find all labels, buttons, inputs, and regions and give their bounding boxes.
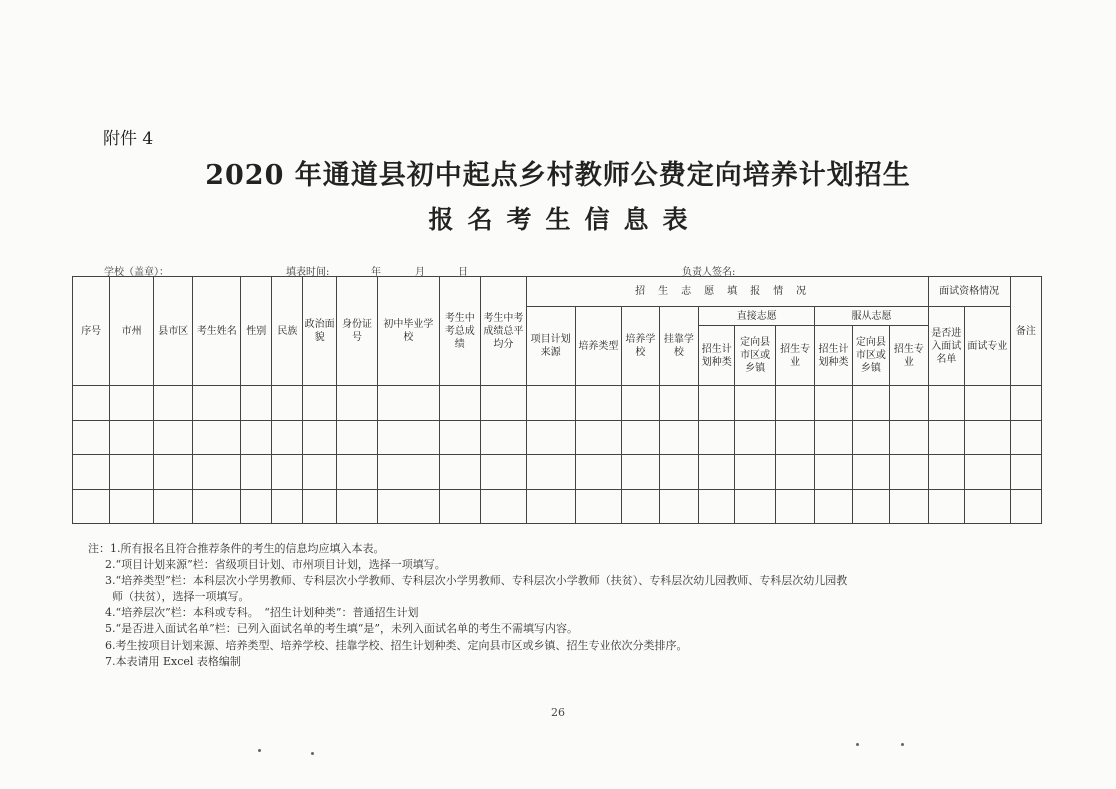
note-line-3: 3.“培养类型”栏：本科层次小学男教师、专科层次小学教师、专科层次小学男教师、专科层次小学教师（扶贫）、专科层次幼儿园教师、专科层次幼儿园教 (105, 574, 848, 588)
note-line-1: 注：1.所有报名且符合推荐条件的考生的信息均应填入本表。 (88, 542, 385, 555)
header-obey-target: 定向县市区或乡镇 (852, 326, 889, 386)
scan-speck (901, 743, 904, 746)
header-affiliated-school: 挂靠学校 (659, 307, 698, 386)
month-label: 月 (415, 267, 425, 278)
school-stamp-label: 学校（盖章）： (104, 267, 169, 278)
header-direct-major: 招生专业 (775, 326, 814, 386)
header-direct-plan-type: 招生计划种类 (699, 326, 735, 386)
scan-speck (258, 749, 261, 752)
notes-section (88, 541, 847, 670)
header-id-number: 身份证号 (336, 277, 378, 386)
registration-table (72, 276, 1042, 524)
header-obey-plan-type: 招生计划种类 (815, 326, 852, 386)
header-obey-major: 招生专业 (890, 326, 929, 386)
header-interview-major: 面试专业 (964, 307, 1010, 386)
header-ethnicity: 民族 (272, 277, 303, 386)
table-row (73, 454, 1042, 489)
responsible-signature-label: 负责人签名: (682, 267, 736, 278)
header-volunteer-group: 招生志愿填报情况 (526, 277, 928, 307)
header-interview-group: 面试资格情况 (928, 277, 1010, 307)
document-subtitle: 报名考生信息表 (428, 205, 702, 234)
page-number: 26 (551, 706, 565, 719)
attachment-label: 附件 4 (103, 129, 154, 149)
header-gender: 性别 (241, 277, 272, 386)
day-label: 日 (458, 267, 468, 278)
table-row (73, 386, 1042, 420)
note-line-4: 4.“培养层次”栏：本科或专科。 “招生计划种类”：普通招生计划 (105, 606, 419, 620)
note-line-5: 5.“是否进入面试名单”栏：已列入面试名单的考生填“是”，未列入面试名单的考生不需填写内容。 (105, 622, 578, 636)
scan-speck (311, 752, 314, 755)
header-training-school: 培养学校 (622, 307, 659, 386)
note-line-3-continued: 师（扶贫），选择一项填写。 (112, 590, 250, 604)
header-average-score: 考生中考成绩总平均分 (481, 277, 527, 386)
header-politics: 政治面貌 (303, 277, 336, 386)
header-plan-source: 项目计划来源 (526, 307, 575, 386)
header-in-interview-list: 是否进入面试名单 (928, 307, 964, 386)
header-seq: 序号 (73, 277, 110, 386)
document-title: 2020 年通道县初中起点乡村教师公费定向培养计划招生 (205, 160, 911, 191)
header-direct-volunteer: 直接志愿 (699, 307, 815, 326)
note-line-7: 7.本表请用 Excel 表格编制 (105, 654, 241, 668)
fill-time-label: 填表时间: (286, 267, 330, 278)
header-city: 市州 (110, 277, 154, 386)
header-training-type: 培养类型 (575, 307, 622, 386)
header-name: 考生姓名 (193, 277, 241, 386)
scan-speck (856, 743, 859, 746)
table-row (73, 489, 1042, 523)
header-direct-target: 定向县市区或乡镇 (735, 326, 775, 386)
table-row (73, 420, 1042, 454)
header-obey-volunteer: 服从志愿 (815, 307, 928, 326)
header-middle-school: 初中毕业学校 (378, 277, 439, 386)
note-line-6: 6.考生按项目计划来源、培养类型、培养学校、挂靠学校、招生计划种类、定向县市区或乡镇、招生专业依次分类排序。 (105, 638, 688, 652)
header-remarks: 备注 (1010, 277, 1041, 386)
header-county: 县市区 (153, 277, 192, 386)
note-line-2: 2.“项目计划来源”栏：省级项目计划、市州项目计划，选择一项填写。 (105, 558, 446, 572)
header-total-score: 考生中考总成绩 (439, 277, 481, 386)
year-label: 年 (371, 267, 381, 278)
